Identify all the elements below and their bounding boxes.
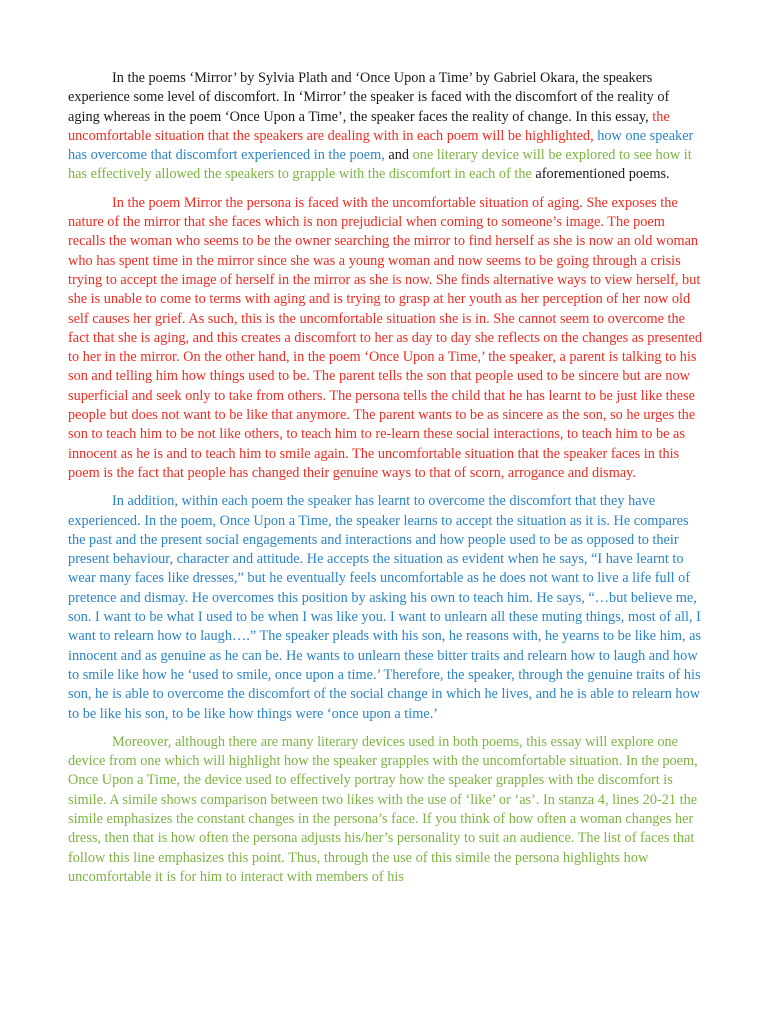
intro-text-1: In the poems ‘Mirror’ by Sylvia Plath and ‘Once Upon a Time’ by Gabriel Okara, the speakers experience some level of discomfort. In ‘Mirror’ the speaker is faced with the discomfort of the reality of aging whereas in the poem ‘Once Upon a Time’, the speaker faces the reality of change. In this essay,: [68, 70, 670, 125]
essay-body: [68, 69, 702, 896]
paragraph-introduction: [68, 69, 702, 185]
intro-text-3: aforementioned poems.: [535, 166, 670, 183]
paragraph-literary-device: [68, 733, 702, 887]
paragraph-overcome: [68, 492, 702, 724]
overcome-text: In addition, within each poem the speaker has learnt to overcome the discomfort that they have experienced. In the poem, Once Upon a Time, the speaker learns to accept the situation as it is. He compares the past and the present social engagements and interactions and how people used to be as opposed to their present behaviour, character and attitude. He accepts the situation as evident when he says, “I have learnt to wear many faces like dresses,” but he eventually feels uncomfortable as he does not want to live a life full of pretence and dismay. He overcomes this position by asking his own to teach him. He says, “…but believe me, son. I want to be what I used to be when I was like you. I want to unlearn all these muting things, most of all, I want to relearn how to laugh….” The speaker pleads with his son, he reasons with, he yearns to be like him, as innocent and as genuine as he can be. He wants to unlearn these bitter traits and relearn how to laugh and how to smile like how he ‘used to smile, once upon a time.’ Therefore, the speaker, through the genuine traits of his son, he is able to overcome the discomfort of the social change in which he lives, and he is able to relearn how to be like his son, to be like how things were ‘once upon a time.’: [68, 493, 702, 722]
discomfort-text: In the poem Mirror the persona is faced with the uncomfortable situation of aging. She exposes the nature of the mirror that she faces which is non prejudicial when coming to someone’s image. The poem recalls the woman who seems to be the owner searching the mirror to find herself as she is now an old woman who has spent time in the mirror since she was a young woman and now seems to be going through a crisis trying to accept the image of herself in the mirror as she is now. She finds alternative ways to view herself, but she is unable to come to terms with aging and is trying to grasp at her youth as her perception of her now old self causes her grief. As such, this is the uncomfortable situation she is in. She cannot seem to overcome the fact that she is aging, and this creates a discomfort to her as day to day she reflects on the changes as presented to her in the mirror. On the other hand, in the poem ‘Once Upon a Time,’ the speaker, a parent is talking to his son and telling him how things used to be. The parent tells the son that people used to be sincere but are now superficial and seek only to take from others. The persona tells the child that he has learnt to be just like these people but does not want to be like that anymore. The parent wants to be as sincere as the son, so he urges the son to teach him to be not like others, to teach him to re-learn these social interactions, to teach him to be as innocent as he is and to teach him to smile again. The uncomfortable situation that the speaker faces in this poem is the fact that people has changed their genuine ways to that of scorn, arrogance and dismay.: [68, 194, 703, 481]
intro-thesis-blue: how one speaker has overcome that discomfort experienced in the poem,: [68, 127, 694, 164]
intro-thesis-green: one literary device will be explored to see how it has effectively allowed the speakers to grapple with the discomfort in each of the: [68, 147, 692, 183]
intro-thesis-red: the uncomfortable situation that the speakers are dealing with in each poem will be highlighted,: [68, 108, 670, 144]
literary-device-text: Moreover, although there are many literary devices used in both poems, this essay will explore one device from one which will highlight how the speaker grapples with the uncomfortable situation. In the poem, Once Upon a Time, the device used to effectively portray how the speaker grapples with the discomfort is simile. A simile shows comparison between two likes with the use of ‘like’ or ‘as’. In stanza 4, lines 20-21 the simile emphasizes the constant changes in the persona’s face. If you think of how often a woman changes her dress, then that is how often the persona adjusts his/her’s personality to suit an audience. The list of faces that follow this line emphasizes this point. Thus, through the use of this simile the persona highlights how uncomfortable it is for him to interact with members of his: [68, 733, 698, 885]
intro-text-2: and: [388, 147, 413, 164]
paragraph-discomfort: [68, 194, 702, 483]
